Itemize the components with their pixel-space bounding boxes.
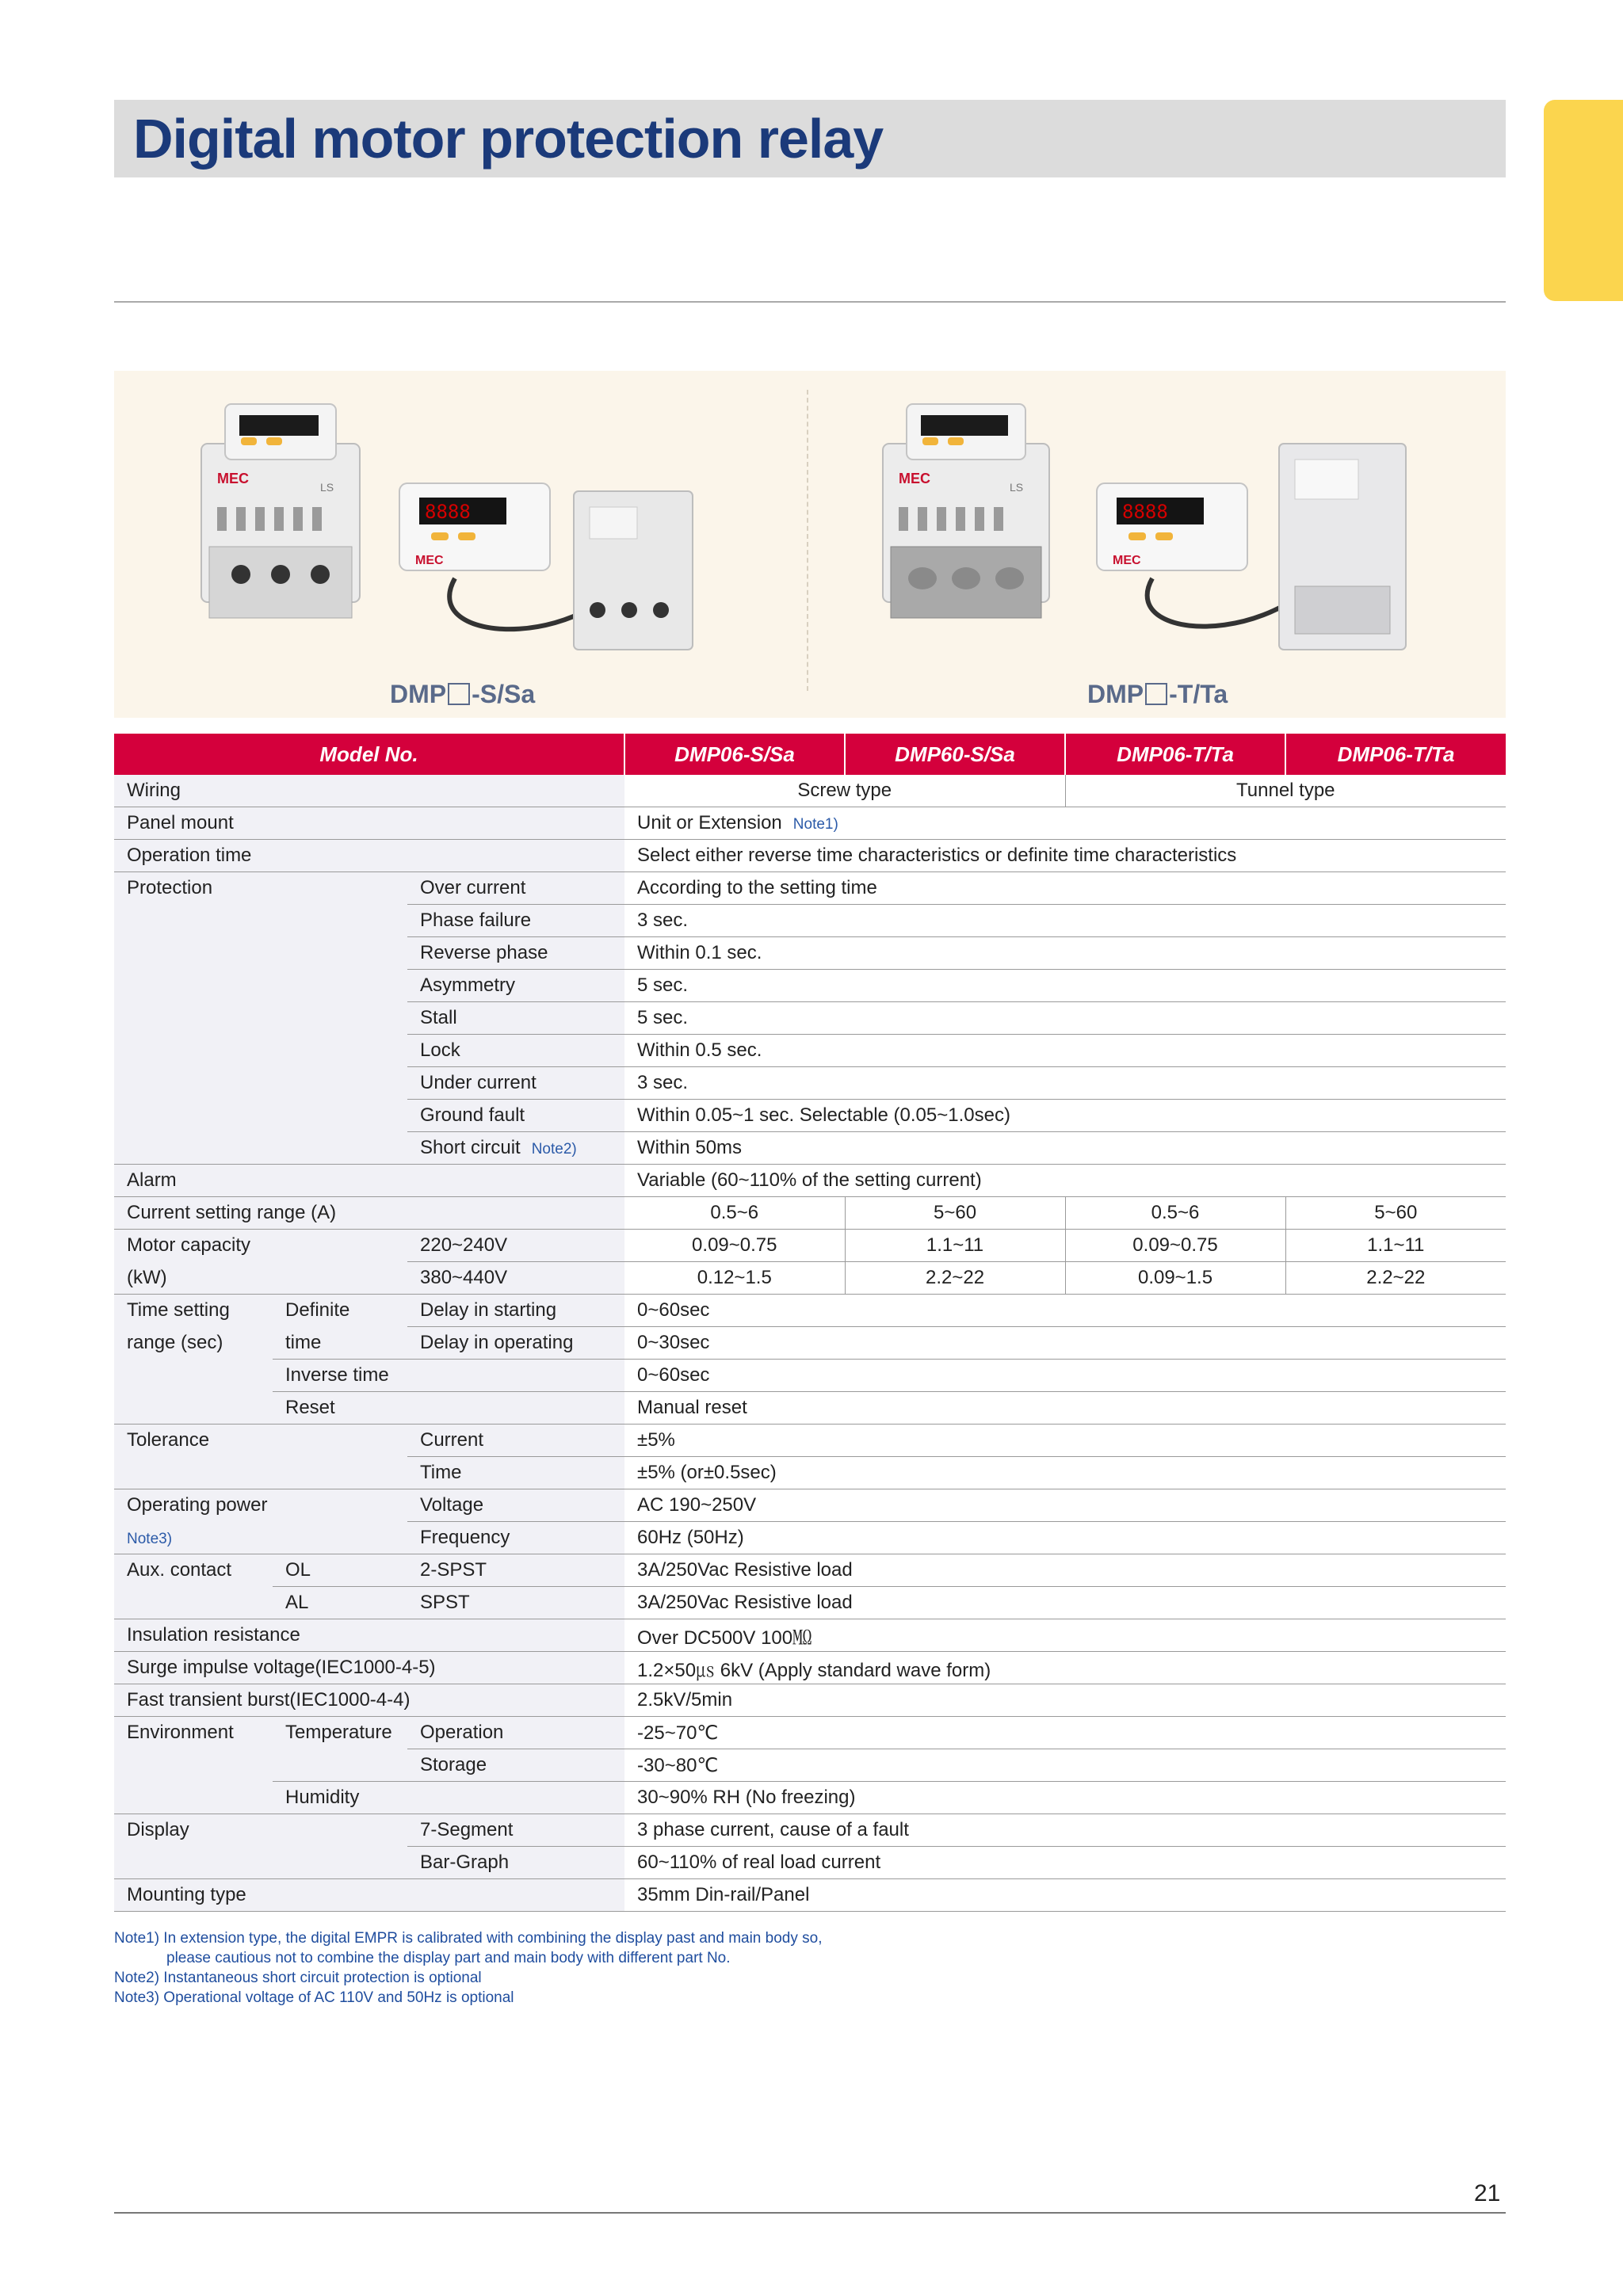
note-ref: Note2) — [531, 1141, 577, 1158]
header-dmp06-t-2: DMP06-T/Ta — [1285, 734, 1506, 775]
footnote-1-cont: please cautious not to combine the display part and main body with different part No. — [166, 1950, 731, 1966]
table-row: Mounting type 35mm Din-rail/Panel — [114, 1879, 1506, 1912]
footnote-3: Note3) Operational voltage of AC 110V and 50Hz is optional — [114, 1989, 514, 2006]
table-row: Reset Manual reset — [114, 1392, 1506, 1425]
table-row: Ground fault Within 0.05~1 sec. Selectable (0.05~1.0sec) — [114, 1100, 1506, 1132]
page-title: Digital motor protection relay — [133, 108, 884, 170]
header-model-no: Model No. — [114, 734, 624, 775]
table-row: Lock Within 0.5 sec. — [114, 1035, 1506, 1067]
brand-mark-t: LS — [1010, 481, 1024, 494]
table-row: Short circuit Note2) Within 50ms — [114, 1132, 1506, 1165]
table-row: Operation time Select either reverse time characteristics or definite time characteristics — [114, 840, 1506, 872]
table-row: Note3) Frequency 60Hz (50Hz) — [114, 1522, 1506, 1554]
model-placeholder-box — [448, 683, 470, 705]
table-row: Time setting Definite Delay in starting 0~60sec — [114, 1295, 1506, 1327]
table-row: Under current 3 sec. — [114, 1067, 1506, 1100]
model-placeholder-box-t — [1145, 683, 1167, 705]
table-row: Panel mount Unit or Extension Note1) — [114, 807, 1506, 840]
brand-mark: LS — [320, 481, 334, 494]
caption-t-ta: DMP -T/Ta — [1087, 680, 1228, 708]
table-row: Asymmetry 5 sec. — [114, 970, 1506, 1002]
footnote-2: Note2) Instantaneous short circuit protection is optional — [114, 1970, 482, 1986]
table-row: Surge impulse voltage(IEC1000-4-5) 1.2×50㎲ 6kV (Apply standard wave form) — [114, 1652, 1506, 1684]
product-image-s-sa — [193, 396, 701, 666]
footnote-1: Note1) In extension type, the digital EMPR is calibrated with combining the display past and main body so, — [114, 1930, 823, 1947]
table-row: range (sec) time Delay in operating 0~30sec — [114, 1327, 1506, 1360]
table-row: Time ±5% (or±0.5sec) — [114, 1457, 1506, 1489]
table-row: Fast transient burst(IEC1000-4-4) 2.5kV/5min — [114, 1684, 1506, 1717]
table-row: AL SPST 3A/250Vac Resistive load — [114, 1587, 1506, 1619]
top-divider — [114, 301, 1506, 303]
table-row: (kW) 380~440V 0.12~1.5 2.2~22 0.09~1.5 2.2~22 — [114, 1262, 1506, 1295]
table-row: Aux. contact OL 2-SPST 3A/250Vac Resistive load — [114, 1554, 1506, 1587]
table-row: Display 7-Segment 3 phase current, cause of a fault — [114, 1814, 1506, 1847]
title-bar — [114, 100, 1506, 177]
photo-divider — [807, 390, 808, 691]
footnotes — [114, 1928, 822, 2008]
table-row: Inverse time 0~60sec — [114, 1360, 1506, 1392]
table-row: Tolerance Current ±5% — [114, 1425, 1506, 1457]
display-readout: 8888 — [425, 501, 471, 523]
table-row: Stall 5 sec. — [114, 1002, 1506, 1035]
table-row: Phase failure 3 sec. — [114, 905, 1506, 937]
table-row: Humidity 30~90% RH (No freezing) — [114, 1782, 1506, 1814]
table-row: Reverse phase Within 0.1 sec. — [114, 937, 1506, 970]
table-row: Alarm Variable (60~110% of the setting current) — [114, 1165, 1506, 1197]
table-row: Bar-Graph 60~110% of real load current — [114, 1847, 1506, 1879]
page-number: 21 — [1474, 2180, 1501, 2206]
table-header-row — [114, 734, 1506, 775]
display-readout-t: 8888 — [1122, 501, 1168, 523]
table-row: Protection Over current According to the setting time — [114, 872, 1506, 905]
table-row: Operating power Voltage AC 190~250V — [114, 1489, 1506, 1522]
product-image-t-ta — [875, 396, 1414, 666]
brand-logo: MEC — [217, 471, 249, 486]
header-dmp06-t: DMP06-T/Ta — [1065, 734, 1285, 775]
brand-logo-display-t: MEC — [1113, 554, 1141, 567]
brand-logo-display: MEC — [415, 554, 444, 567]
table-row: Current setting range (A) 0.5~6 5~60 0.5~6 5~60 — [114, 1197, 1506, 1230]
note-ref: Note1) — [792, 816, 838, 833]
table-row: Wiring Screw type Tunnel type — [114, 775, 1506, 807]
bottom-divider — [114, 2212, 1506, 2214]
header-dmp06-s: DMP06-S/Sa — [624, 734, 845, 775]
table-row: Storage -30~80℃ — [114, 1749, 1506, 1782]
spec-table — [114, 734, 1506, 1912]
brand-logo-t: MEC — [899, 471, 930, 486]
note-ref: Note3) — [127, 1530, 173, 1547]
section-tab — [1544, 100, 1623, 301]
table-row: Environment Temperature Operation -25~70℃ — [114, 1717, 1506, 1749]
caption-s-sa: DMP -S/Sa — [390, 680, 536, 708]
table-row: Insulation resistance Over DC500V 100㏁ — [114, 1619, 1506, 1652]
table-row: Motor capacity 220~240V 0.09~0.75 1.1~11 0.09~0.75 1.1~11 — [114, 1230, 1506, 1262]
header-dmp60-s: DMP60-S/Sa — [845, 734, 1065, 775]
product-photo-panel — [114, 371, 1506, 718]
